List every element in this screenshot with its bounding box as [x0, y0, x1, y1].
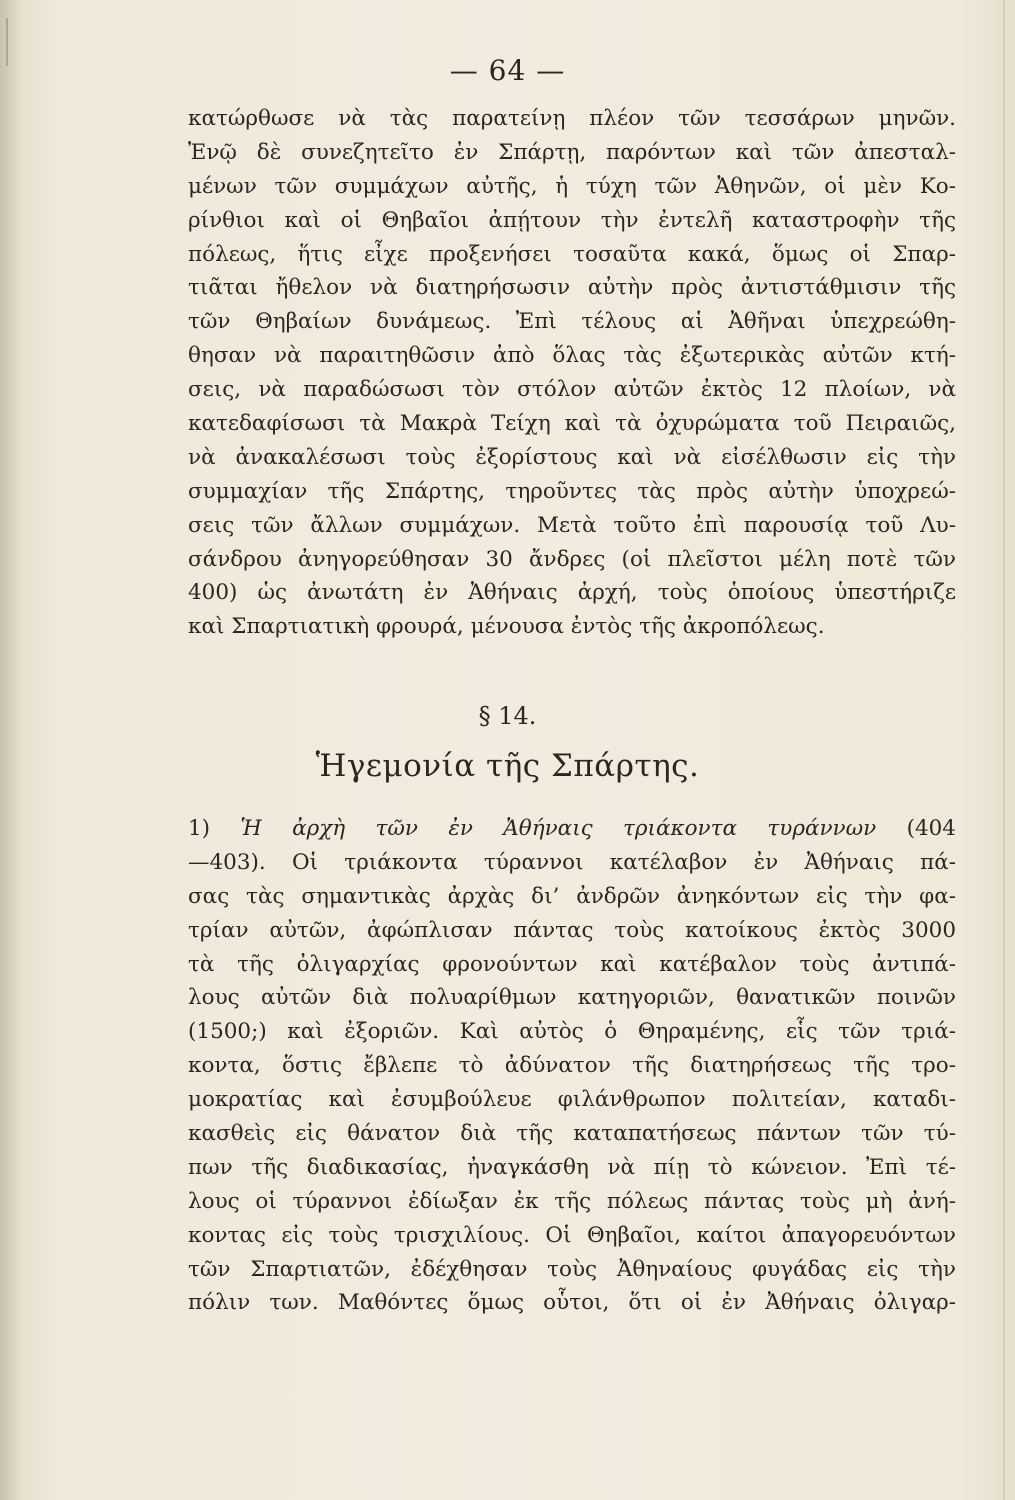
- lead-heading: Ἡ ἀρχὴ τῶν ἐν Ἀθήναις τριάκοντα τυράννων: [240, 816, 877, 841]
- text-line: (1500;) καὶ ἐξοριῶν. Καὶ αὐτὸς ὁ Θηραμένης, εἷς τῶν τριά-: [188, 1019, 956, 1045]
- text-line: λους αὐτῶν διὰ πολυαρίθμων κατηγοριῶν, θανατικῶν ποινῶν: [188, 985, 956, 1011]
- text-line: καὶ Σπαρτιατικὴ φρουρά, μένουσα ἐντὸς τῆς ἀκροπόλεως.: [188, 614, 825, 640]
- text-line: συμμαχίαν τῆς Σπάρτης, τηροῦντες τὰς πρὸς αὐτὴν ὑποχρεώ-: [188, 478, 956, 504]
- text-line: —403). Οἱ τριάκοντα τύραννοι κατέλαβον ἐν Ἀθήναις πά-: [188, 849, 956, 875]
- text-line: τιᾶται ἤθελον νὰ διατηρήσωσιν αὐτὴν πρὸς ἀντιστάθμισιν τῆς: [188, 275, 956, 301]
- lead-dates: (404: [906, 816, 956, 841]
- text-line: τῶν Θηβαίων δυνάμεως. Ἐπὶ τέλους αἱ Ἀθῆναι ὑπεχρεώθη-: [188, 309, 956, 335]
- text-line: ρίνθιοι καὶ οἱ Θηβαῖοι ἀπῄτουν τὴν ἐντελῆ καταστροφὴν τῆς: [188, 207, 956, 233]
- paragraph-2: [188, 812, 956, 1320]
- text-line: πόλεως, ἥτις εἶχε προξενήσει τοσαῦτα κακά, ὅμως οἱ Σπαρ-: [188, 241, 956, 267]
- text-line: θησαν νὰ παραιτηθῶσιν ἀπὸ ὅλας τὰς ἐξωτερικὰς αὐτῶν κτή-: [188, 343, 956, 369]
- text-line: κατώρθωσε νὰ τὰς παρατείνῃ πλέον τῶν τεσσάρων μηνῶν.: [188, 106, 956, 131]
- text-line: μένων τῶν συμμάχων αὐτῆς, ἡ τύχη τῶν Ἀθηνῶν, οἱ μὲν Κο-: [188, 173, 956, 199]
- text-line: σας τὰς σημαντικὰς ἀρχὰς δι’ ἀνδρῶν ἀνηκόντων εἰς τὴν φα-: [188, 883, 956, 909]
- text-line: μοκρατίας καὶ ἐσυμβούλευε φιλάνθρωπον πολιτείαν, καταδι-: [188, 1087, 956, 1113]
- text-line: τὰ τῆς ὀλιγαρχίας φρονούντων καὶ κατέβαλον τοὺς ἀντιπά-: [188, 951, 956, 977]
- section-number: § 14.: [478, 702, 537, 730]
- lead-number: 1): [188, 816, 211, 841]
- paragraph-1: [188, 102, 956, 644]
- text-line: πων τῆς διαδικασίας, ἠναγκάσθη νὰ πίῃ τὸ κώνειον. Ἐπὶ τέ-: [188, 1154, 956, 1180]
- text-line: σάνδρου ἀνηγορεύθησαν 30 ἄνδρες (οἱ πλεῖστοι μέλη ποτὲ τῶν: [188, 546, 956, 572]
- paragraph-2-lead-line: [188, 812, 956, 846]
- text-line: τῶν Σπαρτιατῶν, ἐδέχθησαν τοὺς Ἀθηναίους φυγάδας εἰς τὴν: [188, 1256, 956, 1282]
- text-line: κασθεὶς εἰς θάνατον διὰ τῆς καταπατήσεως πάντων τῶν τύ-: [188, 1121, 956, 1147]
- text-line: κοντας εἰς τοὺς τρισχιλίους. Οἱ Θηβαῖοι, καίτοι ἀπαγορευόντων: [188, 1222, 956, 1248]
- text-line: σεις τῶν ἄλλων συμμάχων. Μετὰ τοῦτο ἐπὶ παρουσίᾳ τοῦ Λυ-: [188, 512, 956, 538]
- text-line: τρίαν αὐτῶν, ἀφώπλισαν πάντας τοὺς κατοίκους ἐκτὸς 3000: [188, 917, 956, 943]
- page-number: — 64 —: [449, 54, 566, 87]
- section-title: Ἡγεμονία τῆς Σπάρτης.: [315, 748, 700, 784]
- text-line: Ἐνῷ δὲ συνεζητεῖτο ἐν Σπάρτῃ, παρόντων καὶ τῶν ἀπεσταλ-: [188, 139, 956, 165]
- text-line: λους οἱ τύραννοι ἐδίωξαν ἐκ τῆς πόλεως πάντας τοὺς μὴ ἀνή-: [188, 1188, 956, 1214]
- text-line: κατεδαφίσωσι τὰ Μακρὰ Τείχη καὶ τὰ ὀχυρώματα τοῦ Πειραιῶς,: [188, 411, 956, 437]
- text-line: 400) ὡς ἀνωτάτη ἐν Ἀθήναις ἀρχή, τοὺς ὁποίους ὑπεστήριζε: [188, 580, 956, 606]
- text-line: σεις, νὰ παραδώσωσι τὸν στόλον αὐτῶν ἐκτὸς 12 πλοίων, νὰ: [188, 377, 956, 403]
- text-line: κοντα, ὅστις ἔβλεπε τὸ ἀδύνατον τῆς διατηρήσεως τῆς τρο-: [188, 1053, 956, 1079]
- text-line: πόλιν των. Μαθόντες ὅμως οὗτοι, ὅτι οἱ ἐν Ἀθήναις ὀλιγαρ-: [188, 1290, 956, 1316]
- text-line: νὰ ἀνακαλέσωσι τοὺς ἐξορίστους καὶ νὰ εἰσέλθωσιν εἰς τὴν: [188, 444, 956, 470]
